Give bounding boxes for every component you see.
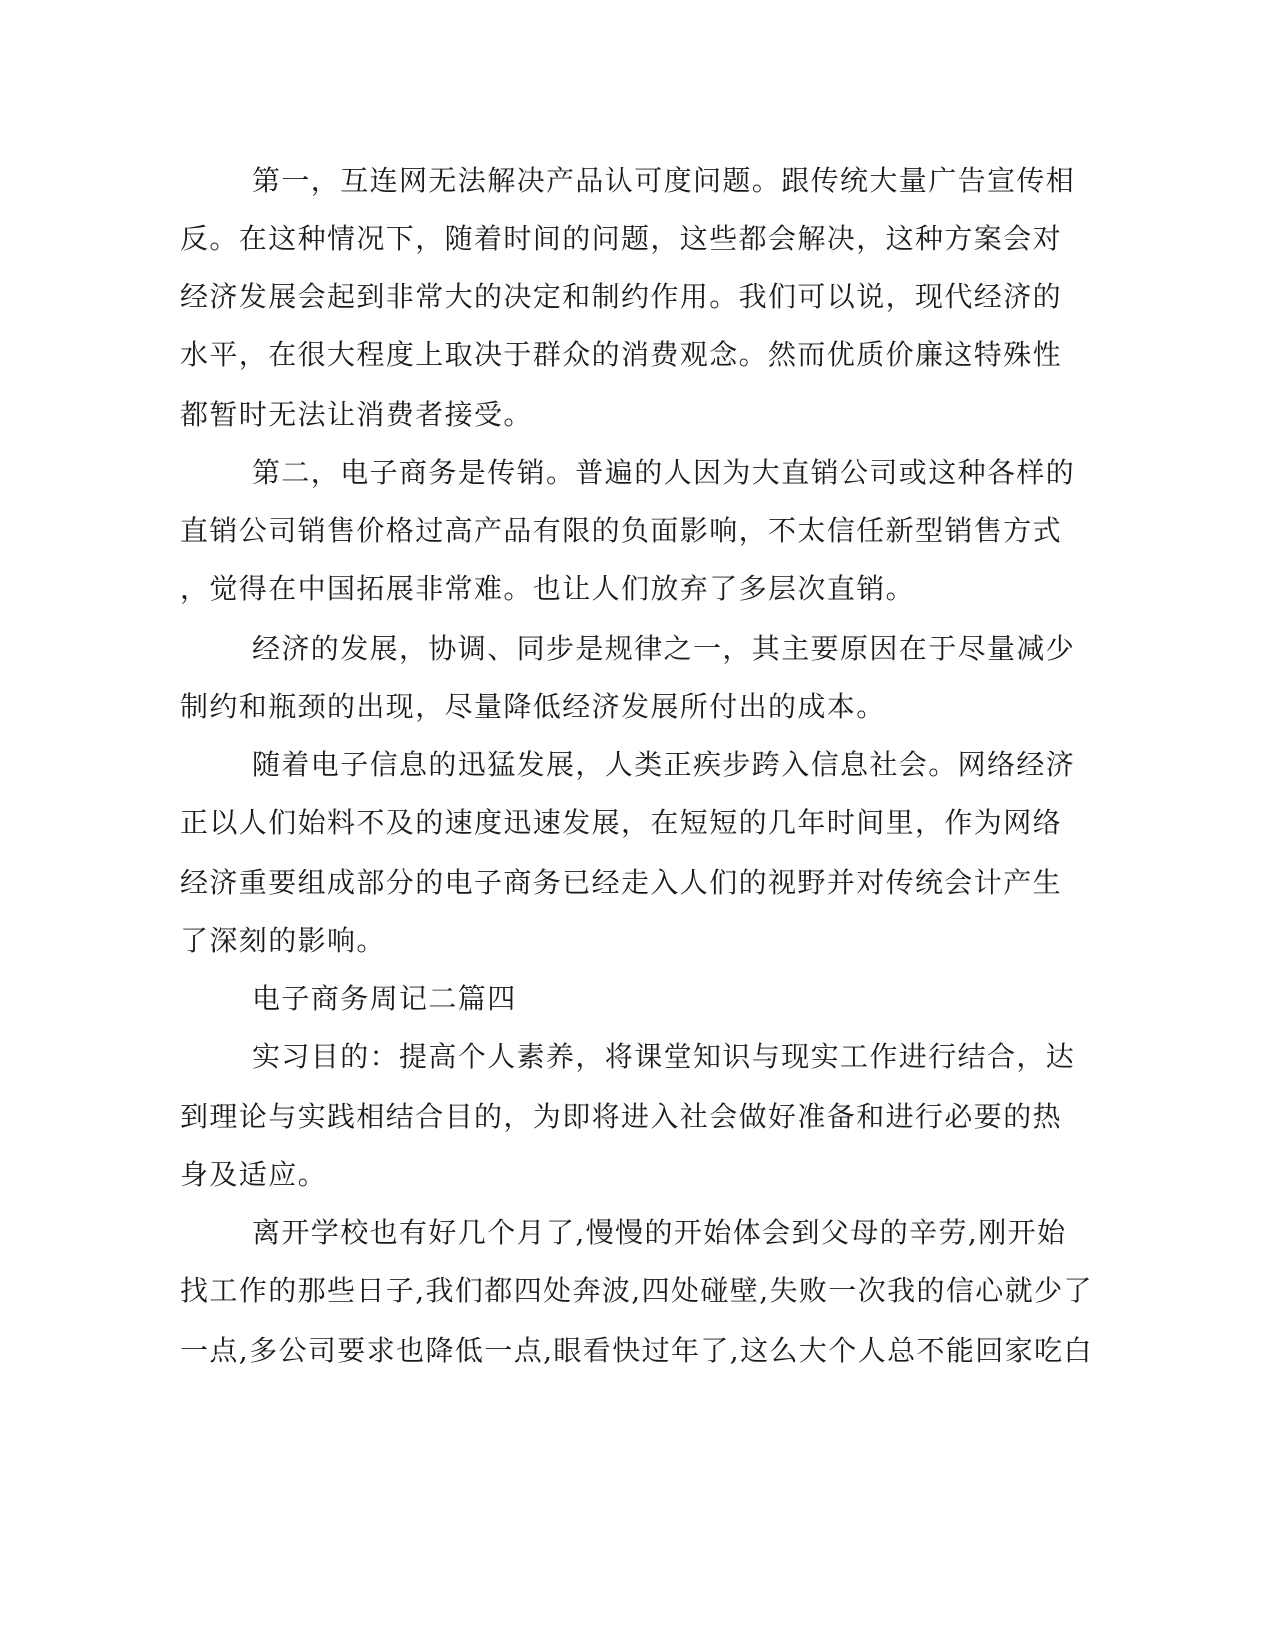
section-heading: 电子商务周记二篇四 — [252, 982, 517, 1015]
text-line: 反。在这种情况下，随着时间的问题，这些都会解决，这种方案会对 — [180, 222, 1063, 255]
text-line: 实习目的：提高个人素养，将课堂知识与现实工作进行结合，达 — [252, 1040, 1076, 1073]
text-line: ，觉得在中国拓展非常难。也让人们放弃了多层次直销。 — [180, 572, 916, 605]
text-line: 经济的发展，协调、同步是规律之一，其主要原因在于尽量减少 — [252, 632, 1076, 665]
text-line: 找工作的那些日子,我们都四处奔波,四处碰壁,失败一次我的信心就少了 — [180, 1274, 1093, 1307]
text-line: 都暂时无法让消费者接受。 — [180, 398, 533, 431]
text-line: 随着电子信息的迅猛发展，人类正疾步跨入信息社会。网络经济 — [252, 748, 1076, 781]
text-line: 到理论与实践相结合目的，为即将进入社会做好准备和进行必要的热 — [180, 1100, 1063, 1133]
text-line: 第一，互连网无法解决产品认可度问题。跟传统大量广告宣传相 — [252, 164, 1076, 197]
text-line: 直销公司销售价格过高产品有限的负面影响，不太信任新型销售方式 — [180, 514, 1063, 547]
text-line: 一点,多公司要求也降低一点,眼看快过年了,这么大个人总不能回家吃白 — [180, 1334, 1093, 1367]
text-line: 经济发展会起到非常大的决定和制约作用。我们可以说，现代经济的 — [180, 280, 1063, 313]
text-line: 经济重要组成部分的电子商务已经走入人们的视野并对传统会计产生 — [180, 866, 1063, 899]
text-line: 第二，电子商务是传销。普遍的人因为大直销公司或这种各样的 — [252, 456, 1076, 489]
text-line: 水平，在很大程度上取决于群众的消费观念。然而优质价廉这特殊性 — [180, 338, 1063, 371]
text-line: 正以人们始料不及的速度迅速发展，在短短的几年时间里，作为网络 — [180, 806, 1063, 839]
text-line: 了深刻的影响。 — [180, 924, 386, 957]
text-line: 离开学校也有好几个月了,慢慢的开始体会到父母的辛劳,刚开始 — [252, 1216, 1067, 1249]
text-line: 身及适应。 — [180, 1158, 328, 1191]
text-line: 制约和瓶颈的出现，尽量降低经济发展所付出的成本。 — [180, 690, 886, 723]
